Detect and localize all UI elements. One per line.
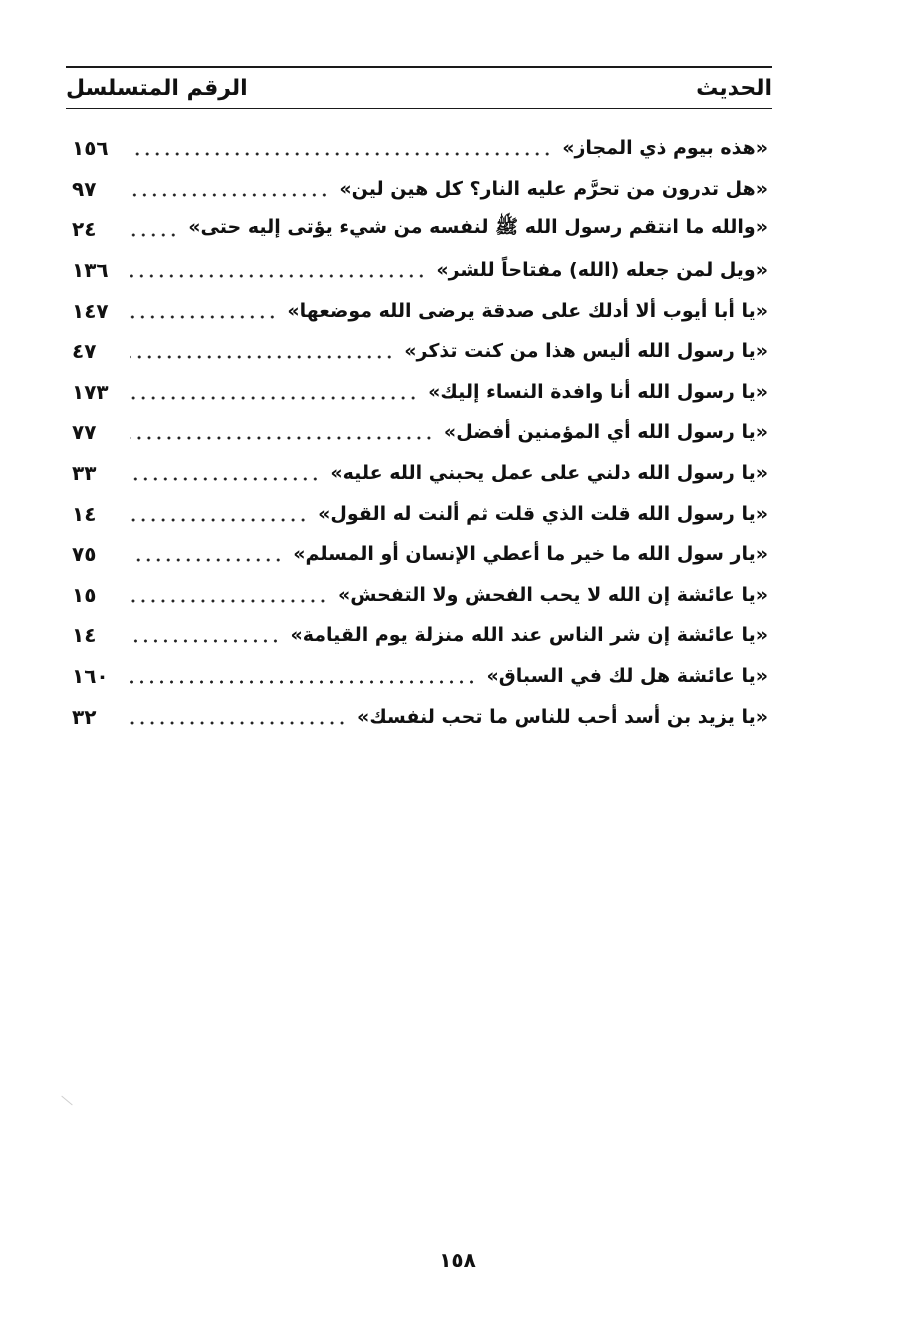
header-serial-number-label: الرقم المتسلسل bbox=[66, 75, 248, 101]
entry-leader-dots bbox=[130, 233, 178, 237]
entry-serial-number: ١٤ bbox=[72, 501, 97, 526]
index-entry bbox=[72, 453, 768, 494]
index-entry bbox=[72, 412, 768, 453]
entry-leader-dots bbox=[130, 152, 552, 156]
entry-leader-dots bbox=[130, 639, 280, 643]
entry-leader-dots bbox=[130, 518, 308, 522]
entry-leader-dots bbox=[130, 680, 477, 684]
index-entry bbox=[72, 656, 768, 697]
entry-leader-dots bbox=[130, 721, 347, 725]
index-entry bbox=[72, 209, 768, 250]
entry-serial-number: ٧٧ bbox=[72, 420, 97, 445]
index-entry bbox=[72, 250, 768, 291]
entry-hadith-text: «يا عائشة هل لك في السباق» bbox=[486, 665, 768, 688]
entry-leader-dots bbox=[130, 315, 277, 319]
entry-hadith-text: «يا عائشة إن الله لا يحب الفحش ولا التفحش» bbox=[337, 583, 768, 606]
page-number: ١٥٨ bbox=[439, 1248, 476, 1272]
entry-serial-number: ٤٧ bbox=[72, 339, 97, 364]
entry-leader-dots bbox=[130, 396, 418, 400]
index-entry bbox=[72, 575, 768, 616]
entry-hadith-text: «يار سول الله ما خير ما أعطي الإنسان أو المسلم» bbox=[293, 543, 768, 566]
header-bottom-rule bbox=[66, 108, 772, 109]
header-top-rule bbox=[66, 66, 772, 68]
index-entry bbox=[72, 534, 768, 575]
entry-leader-dots bbox=[130, 274, 426, 278]
entry-leader-dots bbox=[130, 558, 283, 562]
entry-leader-dots bbox=[130, 355, 394, 359]
scan-artifact bbox=[61, 1096, 72, 1106]
entry-serial-number: ٣٣ bbox=[72, 461, 97, 486]
entry-serial-number: ٧٥ bbox=[72, 542, 97, 567]
index-entry bbox=[72, 331, 768, 372]
entry-serial-number: ١٦٠ bbox=[72, 664, 109, 689]
index-header bbox=[66, 70, 772, 106]
entry-leader-dots bbox=[130, 599, 328, 603]
index-entry bbox=[72, 290, 768, 331]
hadith-index-list bbox=[72, 128, 768, 737]
index-entry bbox=[72, 372, 768, 413]
entry-serial-number: ٢٤ bbox=[72, 217, 97, 242]
entry-leader-dots bbox=[130, 477, 320, 481]
entry-hadith-text: «يا رسول الله أنا وافدة النساء إليك» bbox=[428, 380, 768, 403]
entry-hadith-text: «ويل لمن جعله (الله) مفتاحاً للشر» bbox=[436, 259, 768, 282]
entry-hadith-text: «هل تدرون من تحرَّم عليه النار؟ كل هين لين» bbox=[339, 177, 768, 200]
index-entry bbox=[72, 615, 768, 656]
entry-hadith-text: «يا أبا أيوب ألا أدلك على صدقة يرضى الله موضعها» bbox=[287, 299, 768, 322]
entry-hadith-text: «يا عائشة إن شر الناس عند الله منزلة يوم القيامة» bbox=[290, 624, 768, 647]
header-hadith-label: الحديث bbox=[696, 75, 772, 101]
entry-leader-dots bbox=[130, 193, 329, 197]
entry-hadith-text: «يا رسول الله أي المؤمنين أفضل» bbox=[443, 421, 768, 444]
entry-leader-dots bbox=[130, 436, 434, 440]
index-entry bbox=[72, 128, 768, 169]
entry-hadith-text: «يا رسول الله دلني على عمل يحبني الله عليه» bbox=[330, 462, 768, 485]
index-entry bbox=[72, 696, 768, 737]
entry-serial-number: ١٤٧ bbox=[72, 298, 109, 323]
index-entry bbox=[72, 493, 768, 534]
entry-serial-number: ٩٧ bbox=[72, 176, 97, 201]
entry-serial-number: ١٤ bbox=[72, 623, 97, 648]
entry-serial-number: ٣٢ bbox=[72, 704, 97, 729]
entry-hadith-text: «هذه بيوم ذي المجاز» bbox=[562, 137, 768, 160]
entry-serial-number: ١٧٣ bbox=[72, 379, 109, 404]
entry-hadith-text: «يا يزيد بن أسد أحب للناس ما تحب لنفسك» bbox=[357, 705, 768, 728]
entry-serial-number: ١٥ bbox=[72, 582, 97, 607]
entry-hadith-text: «يا رسول الله أليس هذا من كنت تذكر» bbox=[404, 340, 768, 363]
entry-serial-number: ١٥٦ bbox=[72, 136, 109, 161]
entry-hadith-text: «والله ما انتقم رسول الله ﷺ لنفسه من شيء يؤتى إليه حتى» bbox=[188, 216, 768, 239]
entry-serial-number: ١٣٦ bbox=[72, 258, 109, 283]
index-entry bbox=[72, 169, 768, 210]
entry-hadith-text: «يا رسول الله قلت الذي قلت ثم ألنت له القول» bbox=[318, 502, 768, 525]
